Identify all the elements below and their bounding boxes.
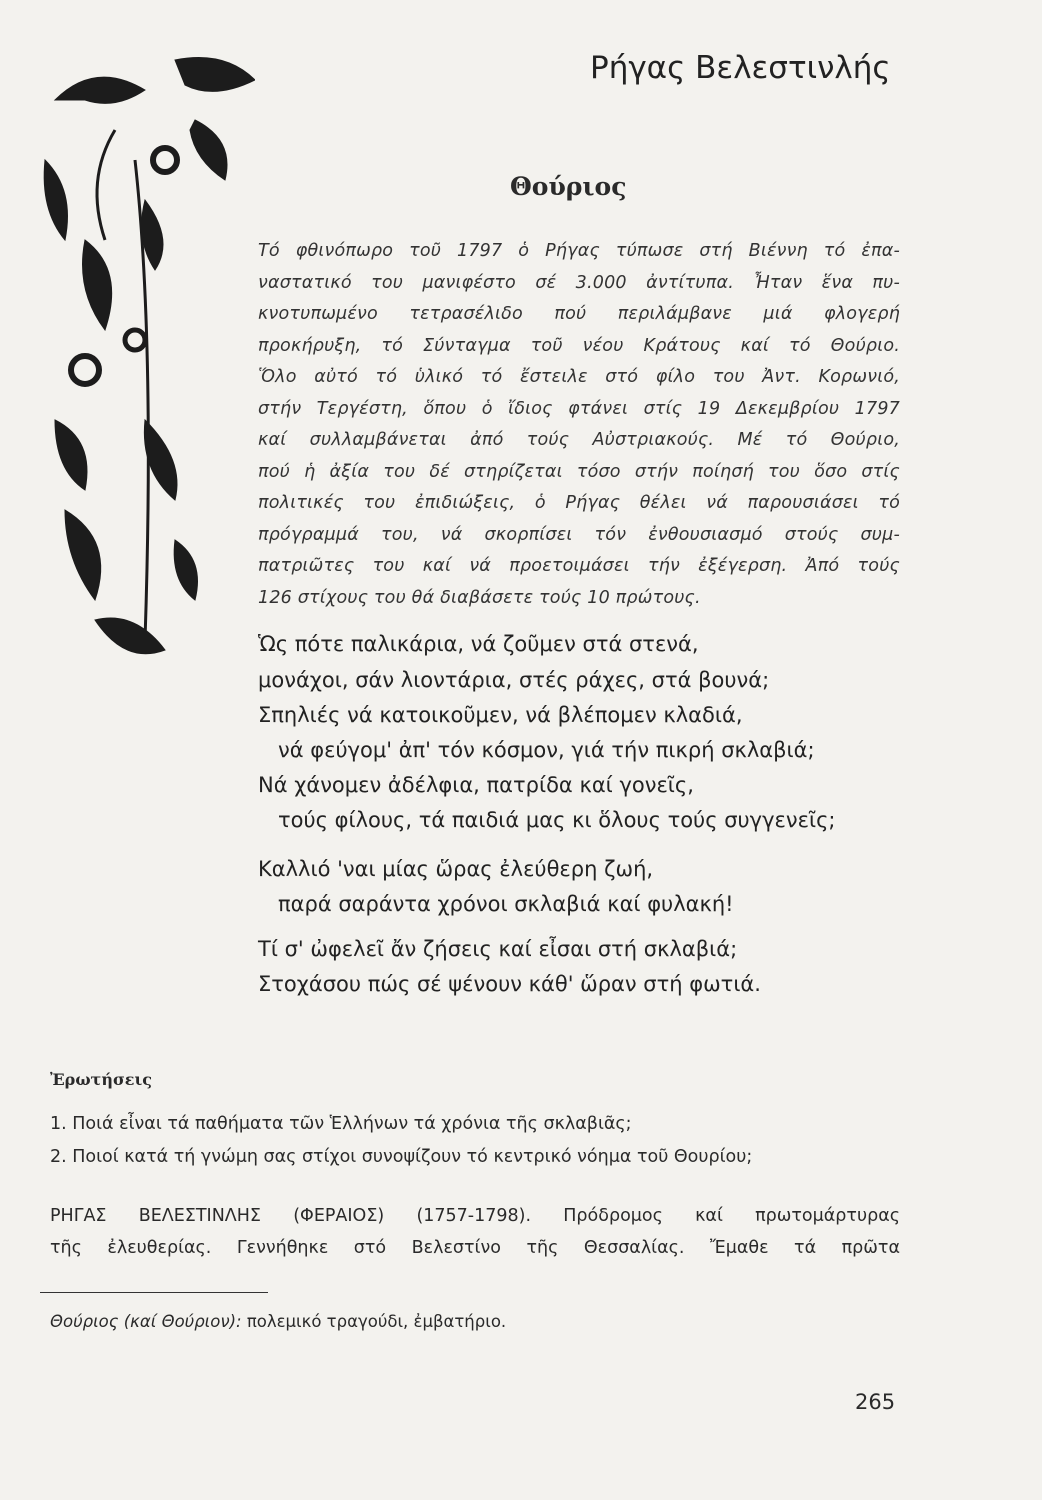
intro-line: Ὅλο αὐτό τό ὑλικό τό ἔστειλε στό φίλο του Ἀντ. Κορωνιό, (258, 367, 900, 387)
footnote-divider (40, 1292, 268, 1293)
poem-line: Στοχάσου πώς σέ ψένουν κάθ' ὥραν στή φωτιά. (258, 972, 761, 996)
poem-line: μονάχοι, σάν λιοντάρια, στές ράχες, στά βουνά; (258, 668, 770, 692)
floral-ornament (25, 40, 255, 680)
poem-line: τούς φίλους, τά παιδιά μας κι ὅλους τούς συγγενεῖς; (278, 808, 836, 832)
intro-line: κνοτυπωμένο τετρασέλιδο πού περιλάμβανε μιά φλογερή (258, 304, 900, 324)
intro-line: προκήρυξη, τό Σύνταγμα τοῦ νέου Κράτους καί τό Θούριο. (258, 335, 900, 356)
poem-line: Σπηλιές νά κατοικοῦμεν, νά βλέπομεν κλαδιά, (258, 703, 743, 727)
poem-line: Νά χάνομεν ἀδέλφια, πατρίδα καί γονεῖς, (258, 773, 694, 797)
bio-line: ΡΗΓΑΣ ΒΕΛΕΣΤΙΝΛΗΣ (ΦΕΡΑΙΟΣ) (1757-1798). Πρόδρομος καί πρωτομάρτυρας (50, 1206, 900, 1226)
poem-line: παρά σαράντα χρόνοι σκλαβιά καί φυλακή! (278, 892, 734, 916)
question-item: 1. Ποιά εἶναι τά παθήματα τῶν Ἑλλήνων τά χρόνια τῆς σκλαβιᾶς; (50, 1114, 632, 1134)
poem-line: Τί σ' ὠφελεῖ ἄν ζήσεις καί εἶσαι στή σκλαβιά; (258, 937, 738, 961)
intro-line: πατριῶτες του καί νά προετοιμάσει τήν ἐξέγερση. Ἀπό τούς (258, 556, 900, 576)
intro-line: πρόγραμμά του, νά σκορπίσει τόν ἐνθουσιασμό στούς συμ- (258, 524, 900, 545)
footnote-definition: πολεμικό τραγούδι, ἐμβατήριο. (246, 1312, 507, 1331)
page-number: 265 (855, 1390, 896, 1414)
question-item: 2. Ποιοί κατά τή γνώμη σας στίχοι συνοψίζουν τό κεντρικό νόημα τοῦ Θουρίου; (50, 1147, 753, 1167)
questions-heading: Ἐρωτήσεις (50, 1070, 152, 1089)
intro-line: πολιτικές του ἐπιδιώξεις, ὁ Ρήγας θέλει νά παρουσιάσει τό (258, 493, 900, 513)
intro-line: καί συλλαμβάνεται ἀπό τούς Αὐστριακούς. Μέ τό Θούριο, (258, 430, 900, 450)
intro-line: ναστατικό του μανιφέστο σέ 3.000 ἀντίτυπα. Ἦταν ἕνα πυ- (258, 272, 900, 293)
intro-line: 126 στίχους του θά διαβάσετε τούς 10 πρώτους. (258, 587, 701, 608)
poem-line: νά φεύγομ' ἀπ' τόν κόσμον, γιά τήν πικρή σκλαβιά; (278, 738, 815, 762)
poem-title: Θούριος (510, 172, 627, 201)
author-title: Ρήγας Βελεστινλής (590, 50, 891, 86)
poem-line: Καλλιό 'ναι μίας ὥρας ἐλεύθερη ζωή, (258, 857, 654, 881)
intro-line: πού ἡ ἀξία του δέ στηρίζεται τόσο στήν ποίησή του ὅσο στίς (258, 461, 900, 482)
intro-line: στήν Τεργέστη, ὅπου ὁ ἴδιος φτάνει στίς 19 Δεκεμβρίου 1797 (258, 398, 900, 419)
poem-line: Ὡς πότε παλικάρια, νά ζοῦμεν στά στενά, (258, 632, 699, 656)
intro-line: Τό φθινόπωρο τοῦ 1797 ὁ Ρήγας τύπωσε στή Βιέννη τό ἐπα- (258, 241, 900, 261)
bio-line: τῆς ἐλευθερίας. Γεννήθηκε στό Βελεστίνο τῆς Θεσσαλίας. Ἔμαθε τά πρῶτα (50, 1238, 900, 1258)
footnote (50, 1312, 506, 1331)
footnote-term: Θούριος (καί Θούριον): (50, 1312, 242, 1331)
